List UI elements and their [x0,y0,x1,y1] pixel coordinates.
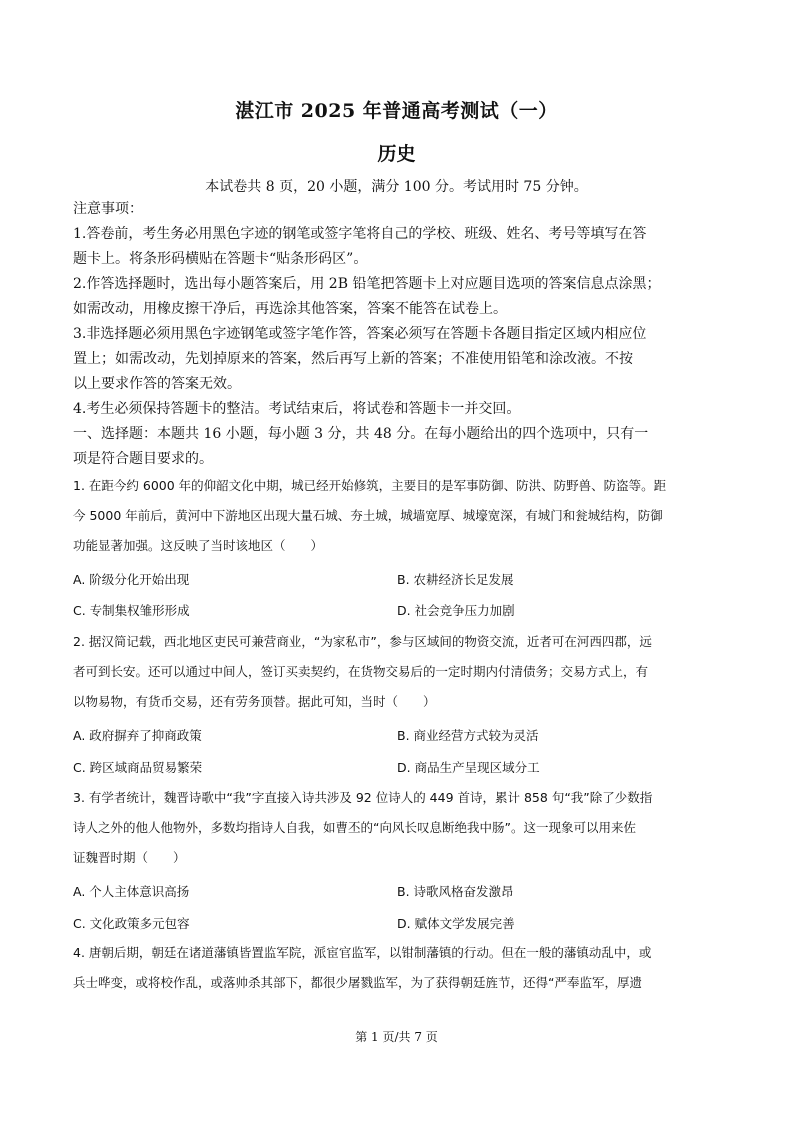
exam-title: 湛江市 2025 年普通高考测试（一） [235,100,558,122]
section-heading: 项是符合题目要求的。 [73,451,213,467]
notice-heading: 注意事项： [73,201,143,217]
option-c: C. 跨区域商品贸易繁荣 [73,760,203,775]
notice-line: 4.考生必须保持答题卡的整洁。考试结束后，将试卷和答题卡一并交回。 [73,401,521,417]
question-line: 者可到长安。还可以通过中间人，签订买卖契约，在货物交易后的一定时期内付清债务；交易方式上，有 [73,664,649,679]
option-c: C. 专制集权雏形形成 [73,603,190,618]
option-d: D. 赋体文学发展完善 [397,916,515,931]
notice-line: 3.非选择题必须用黑色字迹钢笔或签字笔作答，答案必须写在答题卡各题目指定区域内相应位 [73,326,647,342]
page-footer: 第 1 页/共 7 页 [355,1030,438,1044]
option-a: A. 个人主体意识高扬 [73,884,190,899]
subject-title: 历史 [377,143,416,165]
option-a: A. 政府摒弃了抑商政策 [73,728,202,743]
notice-line: 题卡上。将条形码横贴在答题卡“贴条形码区”。 [73,251,368,267]
notice-line: 置上；如需改动，先划掉原来的答案，然后再写上新的答案；不准使用铅笔和涂改液。不按 [73,351,633,367]
option-b: B. 农耕经济长足发展 [397,572,514,587]
question-4 [73,938,725,998]
question-line: 3. 有学者统计，魏晋诗歌中“我”字直接入诗共涉及 92 位诗人的 449 首诗，累计 858 句“我”除了少数指 [73,790,653,805]
question-line: 功能显著加强。这反映了当时该地区（ ） [73,538,324,553]
question-line: 以物易物，有货币交易，还有劳务顶替。据此可知，当时（ ） [73,694,436,709]
exam-info: 本试卷共 8 页，20 小题，满分 100 分。考试用时 75 分钟。 [205,179,588,195]
notice-line: 2.作答选择题时，选出每小题答案后，用 2B 铅笔把答题卡上对应题目选项的答案信息点涂黑； [73,276,661,292]
question-3 [73,783,725,873]
option-c: C. 文化政策多元包容 [73,916,190,931]
option-d: D. 商品生产呈现区域分工 [397,760,540,775]
question-line: 今 5000 年前后，黄河中下游地区出现大量石城、夯土城，城墙宽厚、城壕宽深，有城门和瓮城结构，防御 [73,508,663,523]
option-b: B. 商业经营方式较为灵活 [397,728,539,743]
question-line: 证魏晋时期（ ） [73,850,186,865]
question-1 [73,471,725,561]
question-line: 2. 据汉简记载，西北地区吏民可兼营商业，“为家私市”，参与区域间的物资交流，近者可在河西四郡，远 [73,634,652,649]
option-a: A. 阶级分化开始出现 [73,572,190,587]
notice-line: 如需改动，用橡皮擦干净后，再选涂其他答案，答案不能答在试卷上。 [73,301,507,317]
notice-line: 1.答卷前，考生务必用黑色字迹的钢笔或签字笔将自己的学校、班级、姓名、考号等填写在答 [73,226,647,242]
section-heading: 一、选择题：本题共 16 小题，每小题 3 分，共 48 分。在每小题给出的四个选项中，只有一 [73,426,649,442]
notice-block [73,197,723,472]
notice-line: 以上要求作答的答案无效。 [73,376,241,392]
question-line: 诗人之外的他人他物外，多数均指诗人自我，如曹丕的“向风长叹息断绝我中肠”。这一现象可以用来佐 [73,820,636,835]
question-2 [73,627,725,717]
question-line: 4. 唐朝后期，朝廷在诸道藩镇皆置监军院，派宦官监军，以钳制藩镇的行动。但在一般的藩镇动乱中，或 [73,945,652,960]
question-line: 1. 在距今约 6000 年的仰韶文化中期，城已经开始修筑，主要目的是军事防御、防洪、防野兽、防盗等。距 [73,478,667,493]
question-line: 兵士哗变，或将校作乱，或落帅杀其部下，都很少屠戮监军，为了获得朝廷旌节，还得“严奉监军，厚遗 [73,975,642,990]
option-b: B. 诗歌风格奋发激昂 [397,884,514,899]
option-d: D. 社会竞争压力加剧 [397,603,515,618]
